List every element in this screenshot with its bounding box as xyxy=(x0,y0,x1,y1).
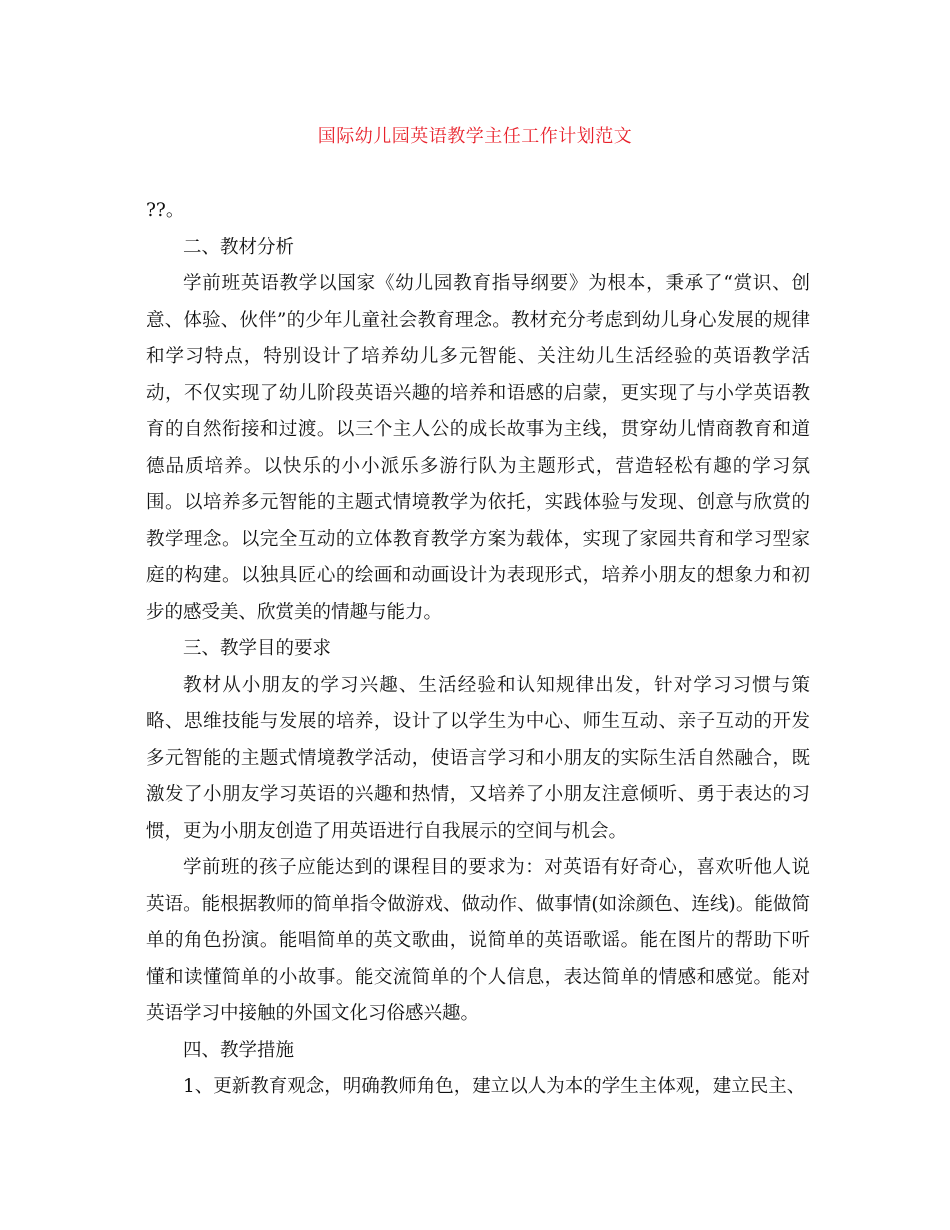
section-heading-goals: 三、教学目的要求 xyxy=(183,638,332,659)
document-body xyxy=(146,193,810,1106)
section-heading-measures: 四、教学措施 xyxy=(183,1039,295,1061)
paragraph-course-requirements: 学前班的孩子应能达到的课程目的要求为：对英语有好奇心，喜欢听他人说英语。能根据教师的简单指令做游戏、做动作、做事情(如涂颜色、连线)。能做简单的角色扮演。能唱简单的英文歌曲，说简单的英语歌谣。能在图片的帮助下听懂和读懂简单的小故事。能交流简单的个人信息，表达简单的情感和感觉。能对英语学习中接触的外国文化习俗感兴趣。 xyxy=(146,857,810,1024)
paragraph-materials-analysis: 学前班英语教学以国家《幼儿园教育指导纲要》为根本，秉承了“赏识、创意、体验、伙伴”的少年儿童社会教育理念。教材充分考虑到幼儿身心发展的规律和学习特点，特别设计了培养幼儿多元智能、关注幼儿生活经验的英语教学活动，不仅实现了幼儿阶段英语兴趣的培养和语感的启蒙，更实现了与小学英语教育的自然衔接和过渡。以三个主人公的成长故事为主线，贯穿幼儿情商教育和道德品质培养。以快乐的小小派乐多游行队为主题形式，营造轻松有趣的学习氛围。以培养多元智能的主题式情境教学为依托，实践体验与发现、创意与欣赏的教学理念。以完全互动的立体教育教学方案为载体，实现了家园共育和学习型家庭的构建。以独具匠心的绘画和动画设计为表现形式，培养小朋友的想象力和初步的感受美、欣赏美的情趣与能力。 xyxy=(146,273,810,623)
document-title: 国际幼儿园英语教学主任工作计划范文 xyxy=(317,126,633,147)
paragraph-measures-1: 1、更新教育观念，明确教师角色，建立以人为本的学生主体观，建立民主、 xyxy=(183,1076,806,1097)
paragraph-fragment: ??。 xyxy=(146,200,185,221)
paragraph-goals: 教材从小朋友的学习兴趣、生活经验和认知规律出发，针对学习习惯与策略、思维技能与发展的培养，设计了以学生为中心、师生互动、亲子互动的开发多元智能的主题式情境教学活动，使语言学习和小朋友的实际生活自然融合，既激发了小朋友学习英语的兴趣和热情，又培养了小朋友注意倾听、勇于表达的习惯，更为小朋友创造了用英语进行自我展示的空间与机会。 xyxy=(146,674,810,842)
section-heading-materials: 二、教材分析 xyxy=(183,236,295,258)
